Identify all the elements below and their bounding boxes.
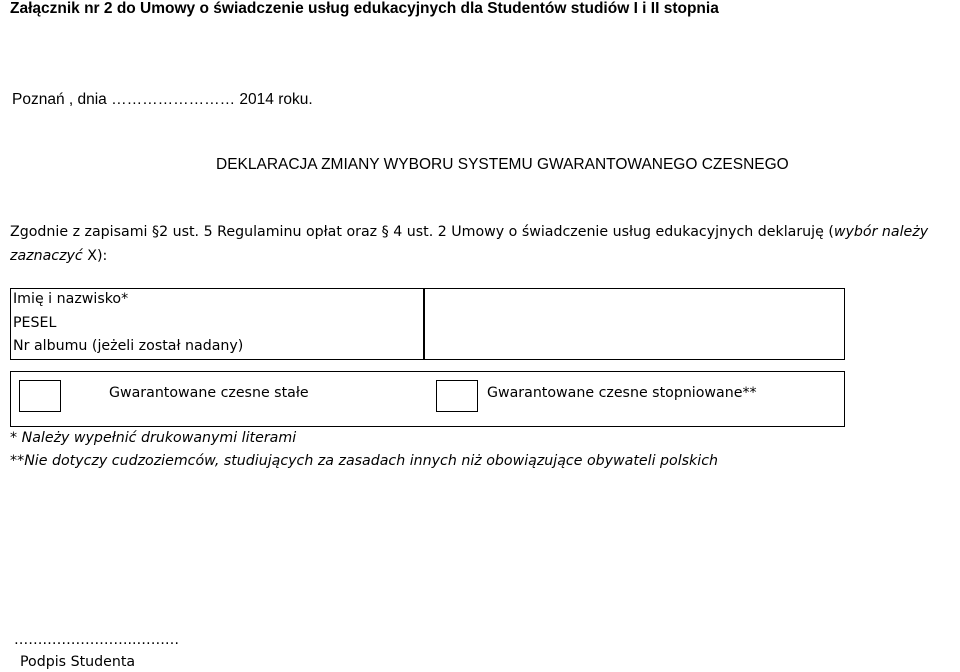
personal-data-table: [10, 288, 845, 360]
field-label-album: Nr albumu (jeżeli został nadany): [13, 338, 244, 354]
field-label-pesel: PESEL: [13, 315, 57, 331]
document-header: Załącznik nr 2 do Umowy o świadczenie usług edukacyjnych dla Studentów studiów I i II stopnia: [10, 0, 719, 17]
intro-line-1: [10, 224, 928, 240]
checkbox-fixed-tuition[interactable]: [19, 380, 61, 412]
intro-italic-text-2: zaznaczyć: [10, 248, 83, 264]
choice-table: [10, 371, 845, 427]
option-label-graduated: Gwarantowane czesne stopniowane**: [487, 385, 757, 401]
signature-label: Podpis Studenta: [20, 654, 136, 670]
footnote-2: **Nie dotyczy cudzoziemców, studiujących za zasadach innych niż obowiązujące obywateli polskich: [10, 453, 719, 469]
intro-text: Zgodnie z zapisami §2 ust. 5 Regulaminu opłat oraz § 4 ust. 2 Umowy o świadczenie usług edukacyjnych deklaruję (: [10, 224, 834, 240]
table-divider: [423, 289, 425, 359]
declaration-title: DEKLARACJA ZMIANY WYBORU SYSTEMU GWARANTOWANEGO CZESNEGO: [216, 156, 789, 173]
signature-line: ……………………..………: [14, 632, 180, 648]
date-line: Poznań , dnia …………………… 2014 roku.: [12, 91, 313, 108]
footnote-1: * Należy wypełnić drukowanymi literami: [10, 430, 297, 446]
intro-line-2: [10, 248, 107, 264]
intro-text-2: X):: [82, 248, 108, 264]
field-label-name: Imię i nazwisko*: [13, 291, 129, 307]
checkbox-graduated-tuition[interactable]: [436, 380, 478, 412]
intro-italic-text: wybór należy: [833, 224, 929, 240]
option-label-fixed: Gwarantowane czesne stałe: [109, 385, 309, 401]
